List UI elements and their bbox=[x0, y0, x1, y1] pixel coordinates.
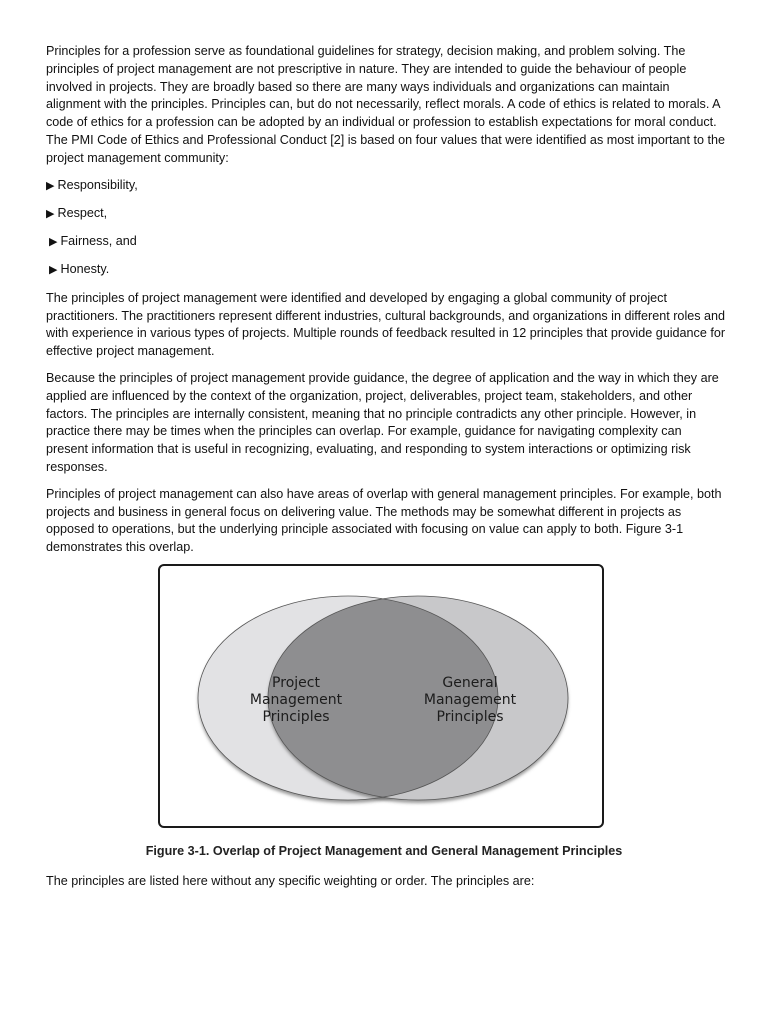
triangle-bullet-icon: ▶ bbox=[49, 236, 58, 249]
document-body bbox=[46, 43, 726, 566]
value-item-responsibility bbox=[46, 177, 726, 196]
right-label-line1: General bbox=[442, 675, 498, 691]
left-label-line1: Project bbox=[272, 675, 320, 691]
guidance-paragraph: Because the principles of project management provide guidance, the degree of application and the way in which they are applied are influenced by the context of the organization, project, deliverables, project team, stakeholders, and other factors. The principles are internally consistent, meaning that no principle contradicts any other principle. However, in practice there may be times when the principles can overlap. For example, guidance for navigating complexity can present information that is useful in recognizing, evaluating, and responding to system interactions or optimizing risk responses. bbox=[46, 370, 719, 474]
identified-paragraph: The principles of project management were identified and developed by engaging a global community of project practitioners. The practitioners represent different industries, cultural backgrounds, and organizations in different roles and with experience in various types of projects. Multiple rounds of feedback resulted in 12 principles that provide guidance for effective project management. bbox=[46, 290, 726, 359]
value-item-respect bbox=[46, 205, 726, 224]
value-label: Respect, bbox=[57, 205, 108, 220]
value-label: Fairness, and bbox=[60, 234, 137, 249]
left-label-line2: Management bbox=[249, 692, 343, 708]
value-item-honesty bbox=[46, 261, 726, 280]
left-label-line3: Principles bbox=[262, 709, 330, 725]
venn-diagram bbox=[160, 566, 606, 830]
venn-figure bbox=[158, 564, 604, 828]
triangle-bullet-icon: ▶ bbox=[49, 264, 58, 277]
triangle-bullet-icon: ▶ bbox=[46, 179, 55, 192]
intro-paragraph: Principles for a profession serve as foundational guidelines for strategy, decision making, and problem solving. The principles of project management are not prescriptive in nature. They are intended to guide the behaviour of people involved in projects. They are broadly based so there are many ways individuals and organizations can maintain alignment with the principles. Principles can, but do not necessarily, reflect morals. A code of ethics is related to morals. A code of ethics for a profession can be adopted by an individual or profession to establish expectations for moral conduct. The PMI Code of Ethics and Professional Conduct [2] is based on four values that were identified as most important to the project management community: bbox=[46, 44, 726, 165]
overlap-paragraph: Principles of project management can also have areas of overlap with general management principles. For example, both projects and business in general focus on delivering value. The methods may be somewhat different in projects as opposed to operations, but the underlying principle associated with focusing on value can apply to both. Figure 3-1 demonstrates this overlap. bbox=[46, 486, 722, 555]
value-label: Honesty. bbox=[60, 262, 110, 277]
figure-caption: Figure 3-1. Overlap of Project Management and General Management Principles bbox=[145, 844, 623, 858]
triangle-bullet-icon: ▶ bbox=[46, 207, 55, 220]
value-item-fairness bbox=[46, 233, 726, 252]
right-label-line2: Management bbox=[423, 692, 517, 708]
closing-paragraph: The principles are listed here without any specific weighting or order. The principles are: bbox=[46, 874, 535, 888]
value-label: Responsibility, bbox=[57, 177, 138, 192]
right-label-line3: Principles bbox=[436, 709, 504, 725]
